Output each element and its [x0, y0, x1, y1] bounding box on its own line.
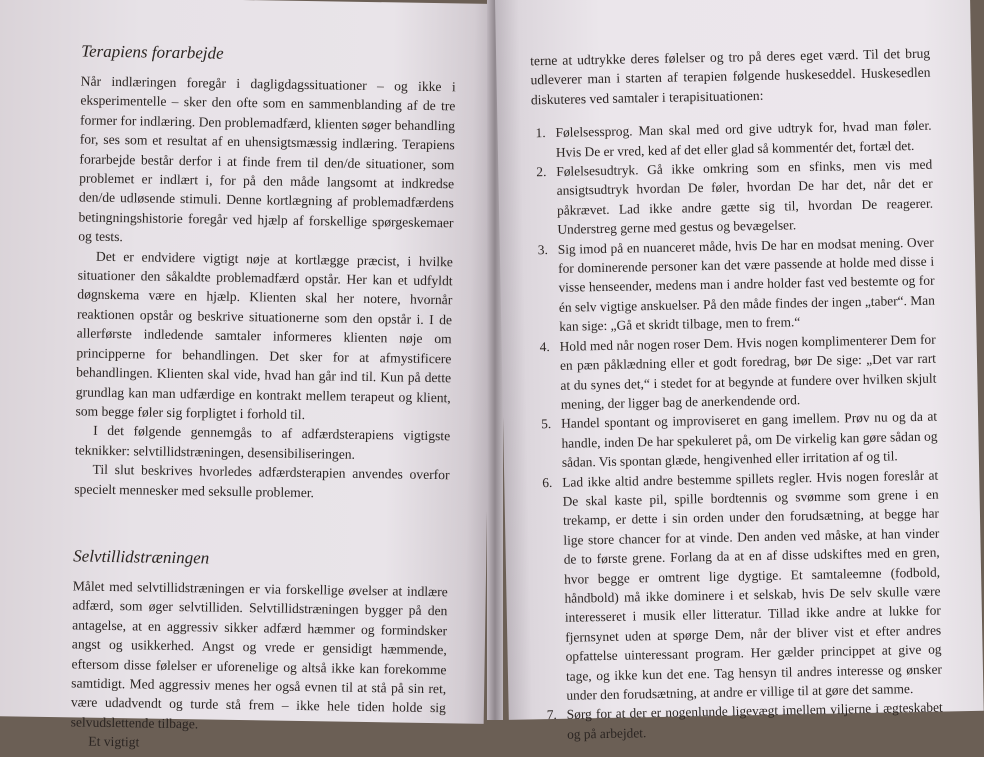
section-heading-selvtillidstraeningen: Selvtillidstræningen — [73, 546, 210, 568]
paragraph: I det følgende gennemgås to af adfærdsterapiens vigtigste teknikker: selvtillidstræningen, desensibiliseringen. — [74, 423, 451, 462]
numbered-list — [531, 116, 943, 745]
list-number: 4. — [539, 338, 550, 354]
paragraph: Målet med selvtillidstræningen er via forskellige øvelser at indlære adfærd, som øger selvtilliden. Selvtillidstræningen bygger på den antagelse, at en aggressiv sikker adfærd hæmmer og formindsker angst og usikkerhed. Angst og vrede er gensidigt hæmmende, eftersom disse følelser er uforenelige og altså ikke kan forekomme samtidigt. Med aggressiv menes her også evnen til at stå på sin ret, være udadvendt og turde stå frem – ikke hele tiden holde sig selvudslettende tilbage. — [70, 578, 448, 732]
list-item — [538, 465, 942, 706]
section-spacer — [73, 498, 449, 552]
list-item — [537, 407, 938, 473]
list-number: 7. — [546, 707, 557, 723]
list-item-text: Sig imod på en nuanceret måde, hvis De har en modsat mening. Over for dominerende personer kan det være passende at holde med disse i visse henseender, medens man i andre holder fast ved bestemte og for én selv vigtige anskuelser. På den måde findes der ingen „taber“. Man kan sige: „Gå et skridt tilbage, men to frem.“ — [557, 234, 935, 335]
left-page-text — [70, 41, 456, 756]
list-item-text: Hold med når nogen roser Dem. Hvis nogen komplimenterer Dem for en pæn påklædning eller et godt foredrag, bør De sige: „Det var rart at du synes det,“ i stedet for at begynde at fundere over hvilken skjult mening, der ligger bag de anerkendende ord. — [559, 331, 937, 412]
list-item-text: Lad ikke altid andre bestemme spillets regler. Hvis nogen foreslår at De skal kaste pil, spille bordtennis og svømme som grene i en trekamp, er dette i sin orden under den forudsætning, at begge har lige store chancer for at vinde. Den anden ved måske, at han vinder de to første grene. Forlang da at en af disse udskiftes med en gren, hvor begge er omtrent lige dygtige. Et samtaleemne (fodbold, håndbold) må ikke dominere i et selskab, hvis De selv skulle være interesseret i musik eller litteratur. Tillad ikke andre at lukke for fjernsynet uden at spørge Dem, når der bliver vist et efter andres opfattelse uinteressant program. Her gælder princippet at give og tage, og ikke kun det ene. Tag hensyn til andres interesse og ønsker under den forudsætning, at andre er villige til at gøre det samme. — [562, 467, 943, 703]
list-number: 2. — [536, 164, 547, 180]
list-item-text: Handel spontant og improviseret en gang imellem. Prøv nu og da at handle, inden De har spekuleret på, om De virkelig kan gøre sådan og sådan. Vis spontan glæde, hengivenhed eller irritation af og til. — [561, 408, 938, 470]
list-item-text: Følelsesudtryk. Gå ikke omkring som en sfinks, men vis med ansigtsudtryk hvordan De føler, hvordan De har det, når det er påkrævet. Lad ikke andre gætte sig til, hvordan De reagerer. Understreg gerne med gestus og bevægelser. — [556, 156, 934, 238]
list-number: 1. — [535, 125, 546, 141]
list-number: 5. — [541, 416, 552, 432]
paragraph: terne at udtrykke deres følelser og tro på deres eget værd. Til det brug udleverer man i starten af terapien følgende huskeseddel. Huskesedlen diskuteres ved samtaler i terapisituationen: — [530, 45, 931, 108]
list-item — [543, 698, 944, 744]
section-heading-terapiens-forarbejde: Terapiens forarbejde — [81, 41, 224, 63]
list-number: 6. — [542, 474, 553, 490]
paragraph: Til slut beskrives hvorledes adfærdsterapien anvendes overfor specielt mennesker med seksulle problemer. — [74, 461, 450, 500]
list-item-text: Sørg for at der er nogenlunde ligevægt imellem viljerne i ægteskabet og på arbejdet. — [566, 699, 943, 742]
paragraph: Et vigtigt — [88, 733, 140, 750]
left-page — [0, 0, 495, 750]
paragraph: Det er endvidere vigtigt nøje at kortlægge præcist, i hvilke situationer den såkaldte problemadfærd opstår. Her kan et udfyldt døgnskema være en hjælp. Klienten skal her notere, hvornår reaktionen opstår og beskrive situationerne som den opstår i. I de allerførste indledende samtaler informeres klienten nøje om principperne for behandlingen. Det sker for at afmystificere behandlingen. Klienten skal vide, hvad han går ind til. Kun på dette grundlag kan man udfærdige en kontrakt mellem terapeut og klient, som begge føler sig forpligtet i forhold til. — [75, 248, 454, 422]
list-item-text: Følelsessprog. Man skal med ord give udtryk for, hvad man føler. Hvis De er vred, ked af det eller glad så kommentér det, fortæl det. — [555, 117, 932, 160]
list-item — [535, 329, 936, 414]
paragraph: Når indlæringen foregår i dagligdagssituationer – og ikke i eksperimentelle – sker den ofte som en sammenblanding af de tre former for indlæring. Den problemadfærd, klienten søger behandling for, ses som et resultat af en uhensigtsmæssig indlæring. Terapiens forarbejde består derfor i at finde frem til den/de situationer, som problemet er indlært i, for på den måde langsomt at indkredse den/de udløsende stimuli. Denne kortlægning af problemadfærdens betingningshistorie foregår ved hjælp af forskellige spørgeskemaer og tests. — [78, 73, 456, 245]
list-item — [534, 232, 936, 337]
list-number: 3. — [537, 241, 548, 257]
right-page — [495, 0, 984, 742]
right-page-text — [530, 44, 943, 745]
list-item — [532, 155, 933, 240]
